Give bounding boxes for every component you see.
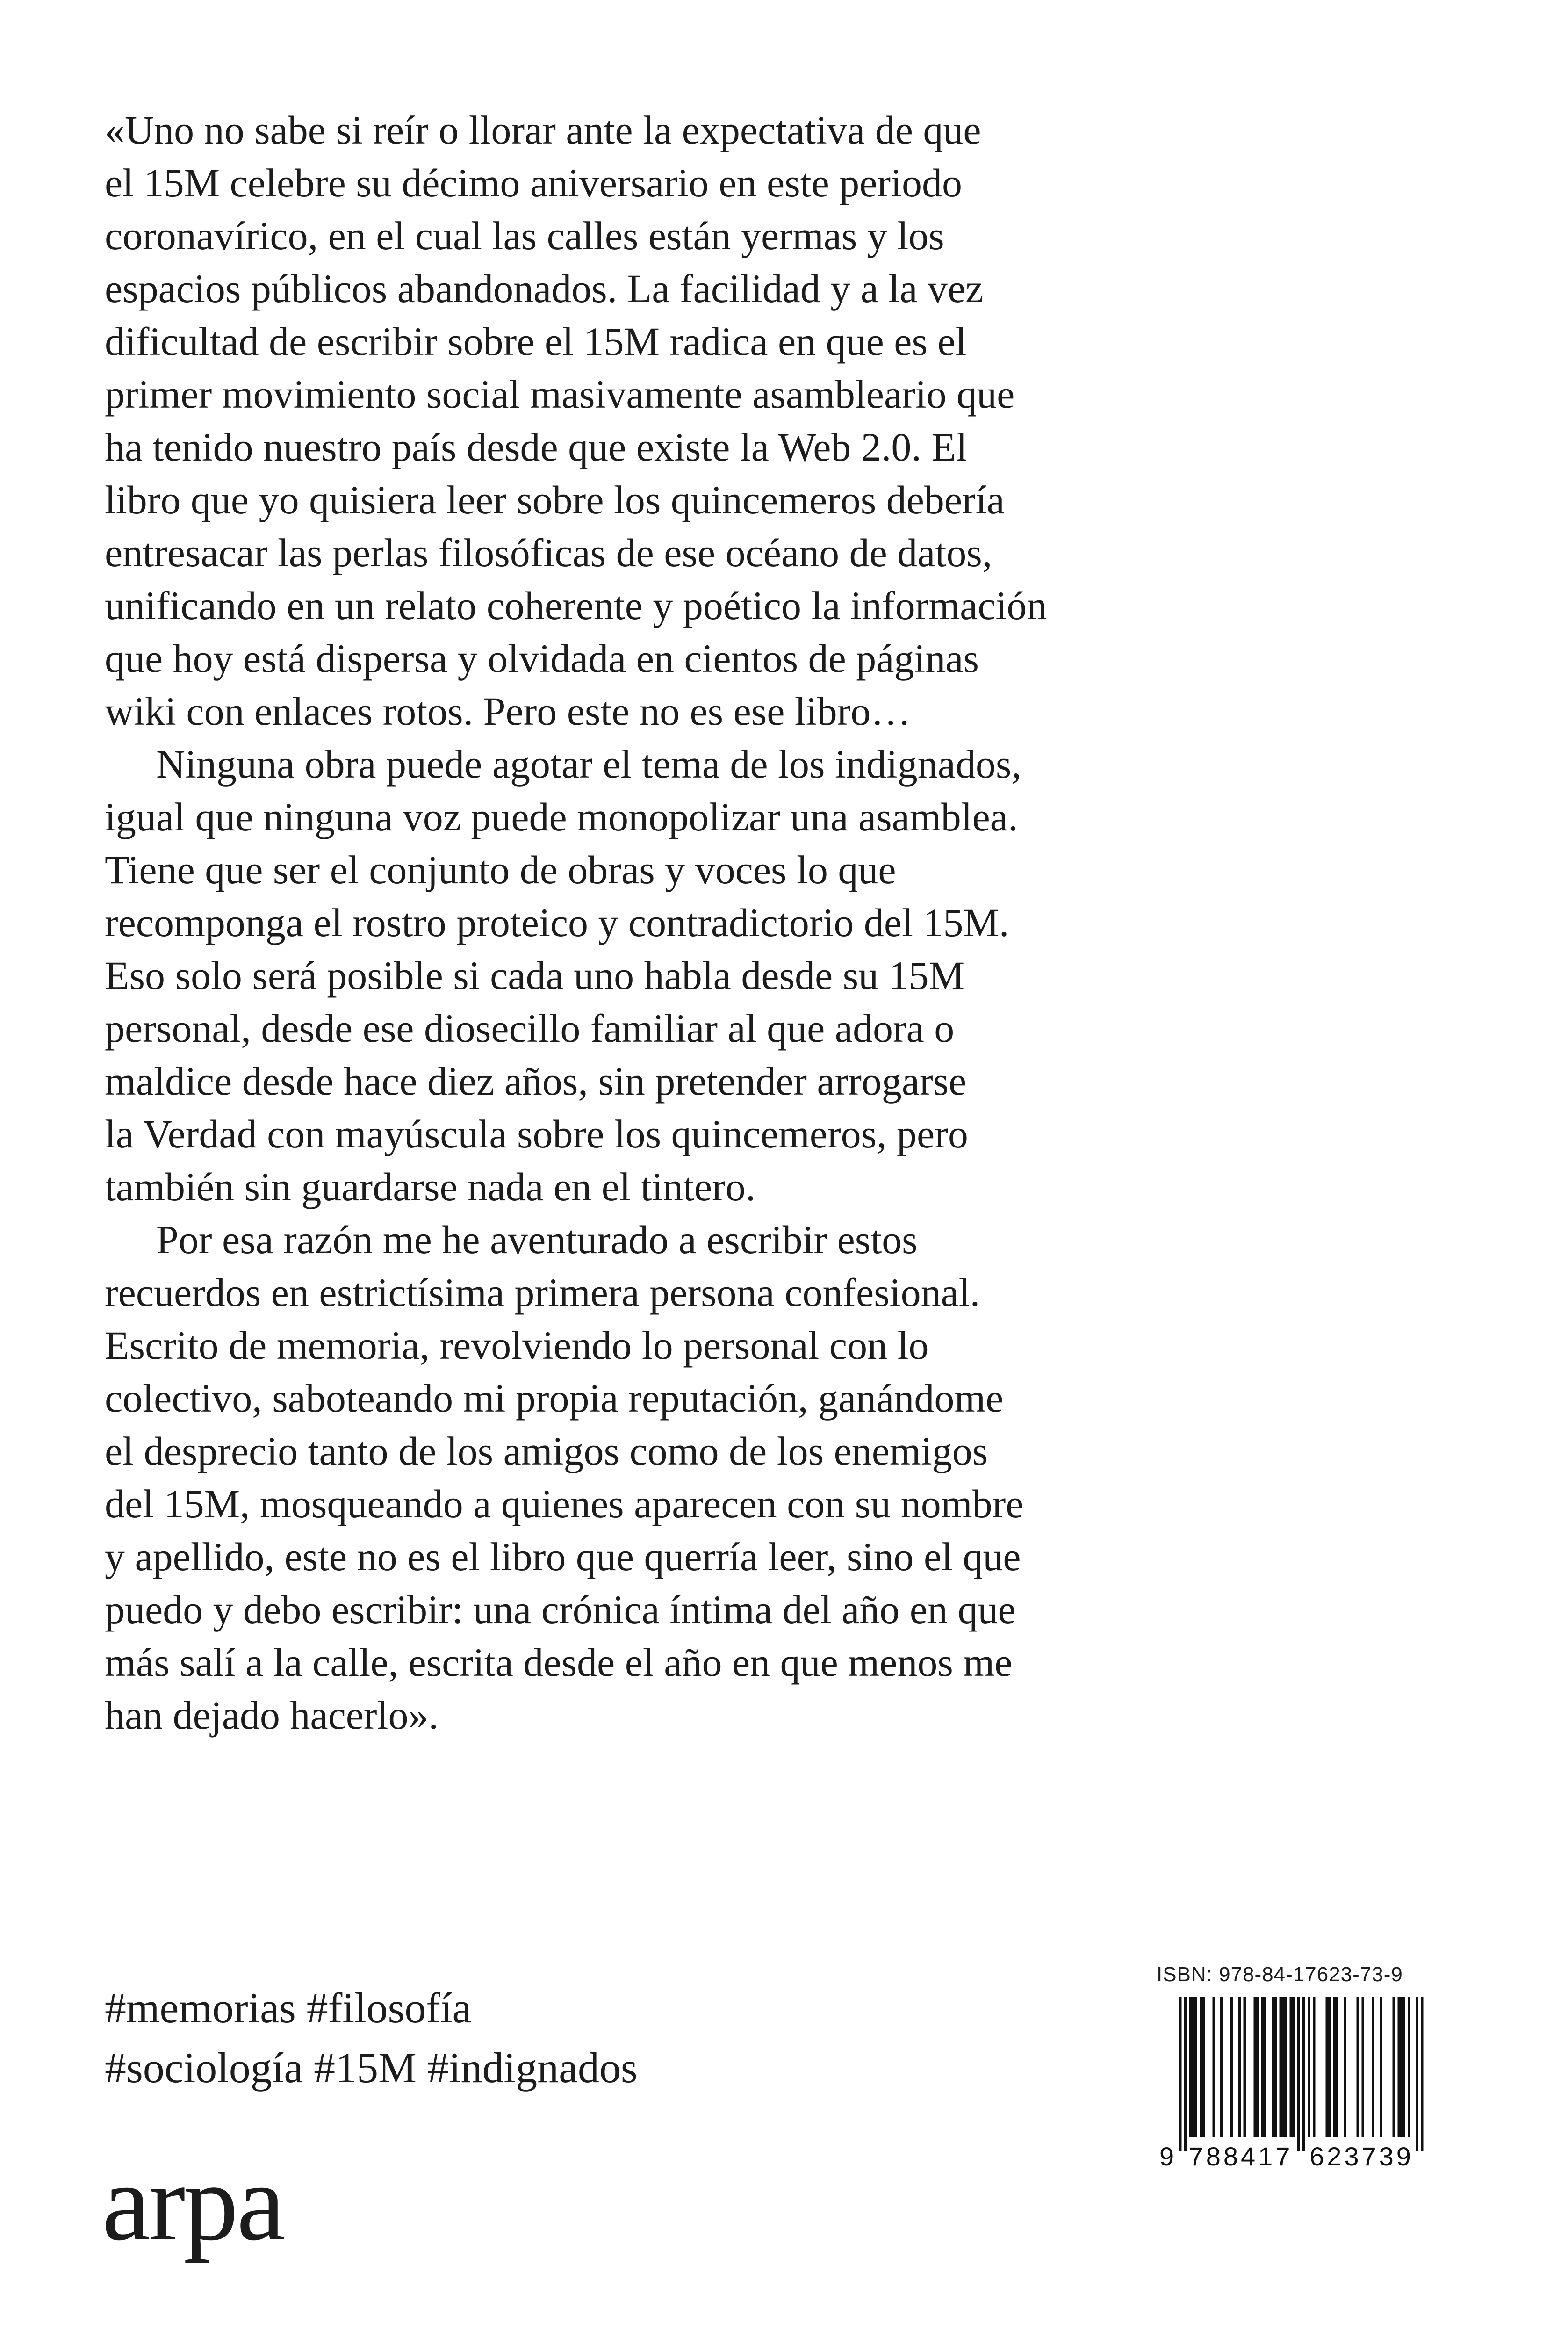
barcode-bar [1372,1997,1375,2137]
barcode-bar [1264,1997,1267,2137]
blurb-line: colectivo, saboteando mi propia reputación, ganándome [105,1376,1004,1421]
blurb-line: personal, desde ese diosecillo familiar al que adora o [105,1006,955,1051]
barcode-bar [1344,1997,1346,2137]
barcode-bar [1274,1997,1277,2137]
blurb-line: más salí a la calle, escrita desde el año en que menos me [105,1640,1013,1685]
barcode-bar [1200,1997,1202,2137]
hashtags-line-1: #memorias #filosofía [105,1984,472,2032]
blurb-line: el desprecio tanto de los amigos como de los enemigos [105,1429,988,1473]
barcode-bar [1302,1997,1305,2151]
blurb-line: libro que yo quisiera leer sobre los quincemeros debería [105,477,1005,522]
barcode-bar [1403,1997,1406,2137]
blurb-line: wiki con enlaces rotos. Pero este no es ese libro… [105,689,911,734]
barcode-bar [1280,1997,1282,2137]
barcode-bar [1244,1997,1246,2137]
blurb-line: también sin guardarse nada en el tintero. [105,1164,756,1209]
blurb-line: recomponga el rostro proteico y contradictorio del 15M. [105,900,1009,945]
barcode [1155,1997,1454,2175]
barcode-bar [1230,1997,1233,2137]
blurb-line: han dejado hacerlo». [105,1693,439,1738]
barcode-bar [1357,1997,1359,2137]
barcode-bar [1292,1997,1295,2137]
hashtags [105,1978,638,2098]
blurb-line: recuerdos en estrictísima primera persona confesional. [105,1270,980,1315]
blurb-line: del 15M, mosqueando a quienes aparecen con su nombre [105,1481,1024,1526]
barcode-bar [1400,1997,1403,2137]
barcode-bar [1272,1997,1274,2137]
isbn-barcode-block [1155,1962,1454,2175]
blurb-line: espacios públicos abandonados. La facilidad y a la vez [105,266,984,311]
barcode-bar [1333,1997,1336,2137]
blurb-line: «Uno no sabe si reír o llorar ante la expectativa de que [105,108,981,152]
blurb-line: Por esa razón me he aventurado a escribir estos [156,1217,918,1262]
blurb-line: maldice desde hace diez años, sin pretender arrogarse [105,1059,967,1104]
blurb-line: el 15M celebre su décimo aniversario en este periodo [105,160,962,205]
barcode-bar [1254,1997,1257,2137]
barcode-bar [1194,1997,1197,2137]
barcode-bar [1238,1997,1241,2137]
blurb-line: primer movimiento social masivamente asambleario que [105,372,1015,417]
blurb-line: coronavírico, en el cual las calles están yermas y los [105,213,944,258]
barcode-bar [1282,1997,1285,2137]
barcode-bar [1256,1997,1259,2137]
barcode-bar [1408,1997,1411,2137]
publisher-logo: arpa [102,2142,284,2263]
barcode-digits: 9 [1159,2142,1177,2171]
barcode-bar [1297,1997,1300,2151]
isbn-label: ISBN: 978-84-17623-73-9 [1157,1963,1403,1986]
blurb-line: Ninguna obra puede agotar el tema de los indignados, [156,742,1021,787]
barcode-bar [1290,1997,1293,2137]
barcode-bar [1380,1997,1382,2137]
barcode-bar [1213,1997,1216,2137]
barcode-bar [1362,1997,1365,2137]
barcode-bar [1192,1997,1195,2137]
barcode-bar [1336,1997,1339,2137]
barcode-bar [1261,1997,1264,2137]
barcode-bar [1220,1997,1223,2137]
barcode-bar [1308,1997,1310,2137]
barcode-bar [1202,1997,1205,2137]
barcode-bar [1326,1997,1329,2137]
barcode-bar [1313,1997,1316,2137]
blurb-line: ha tenido nuestro país desde que existe la Web 2.0. El [105,425,967,469]
blurb-line: Escrito de memoria, revolviendo lo personal con lo [105,1323,929,1368]
blurb-line: que hoy está dispersa y olvidada en cientos de páginas [105,636,979,681]
blurb-line: la Verdad con mayúscula sobre los quincemeros, pero [105,1111,968,1156]
barcode-bar [1393,1997,1395,2137]
blurb-line: y apellido, este no es el libro que querría leer, sino el que [105,1534,1021,1579]
blurb-line: unificando en un relato coherente y poético la información [105,583,1047,628]
blurb-line: puedo y debo escribir: una crónica íntima del año en que [105,1587,1016,1632]
barcode-bar [1421,1997,1424,2151]
blurb-line: dificultad de escribir sobre el 15M radica en que es el [105,319,967,364]
barcode-bar [1328,1997,1331,2137]
blurb-line: entresacar las perlas filosóficas de ese océano de datos, [105,530,993,575]
barcode-bar [1398,1997,1401,2137]
barcode-bar [1189,1997,1192,2137]
barcode-digits: 623739 [1309,2142,1414,2171]
barcode-bar [1416,1997,1418,2151]
blurb-line: igual que ninguna voz puede monopolizar una asamblea. [105,794,1018,839]
barcode-digits: 788417 [1188,2142,1293,2171]
blurb-text [105,104,1227,1742]
barcode-bar [1285,1997,1287,2137]
blurb-line: Tiene que ser el conjunto de obras y voces lo que [105,847,896,892]
barcode-bar [1184,1997,1187,2151]
blurb-line: Eso solo será posible si cada uno habla desde su 15M [105,953,965,998]
hashtags-line-2: #sociología #15M #indignados [105,2044,638,2092]
barcode-bar [1179,1997,1182,2151]
